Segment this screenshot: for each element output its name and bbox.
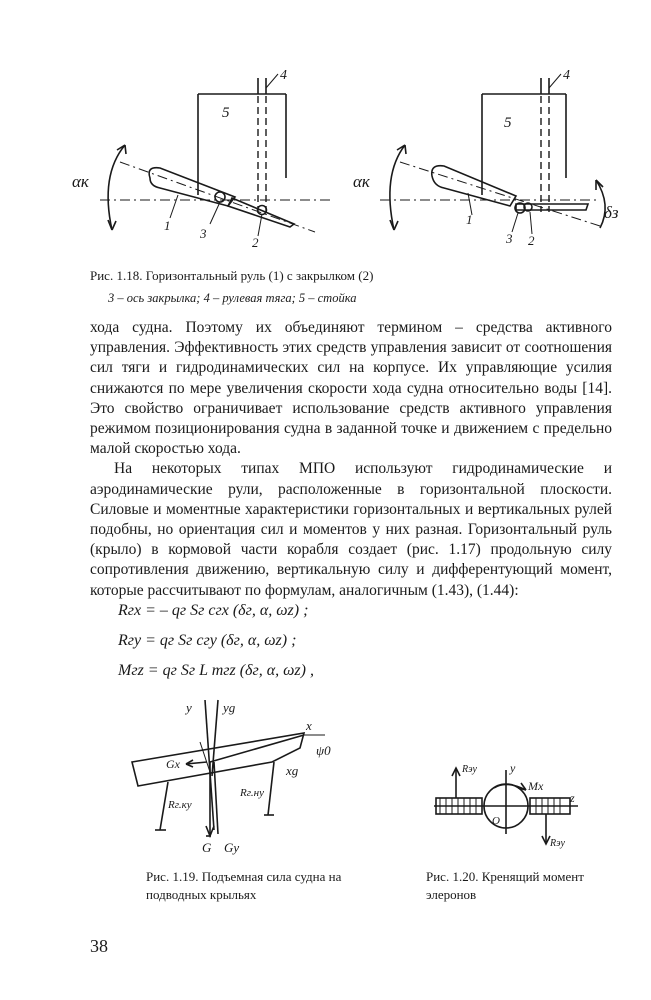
fig19-gy: Gy	[224, 840, 240, 855]
fig18-label-5: 5	[222, 105, 230, 121]
fig18r-label-3: 3	[506, 231, 513, 246]
fig19-yg: yg	[223, 700, 236, 715]
fig19-rgky: Rг.ку	[168, 799, 192, 811]
fig20-mx: Mx	[528, 779, 544, 793]
fig19-rgny: Rг.ну	[240, 787, 264, 799]
fig18r-label-1: 1	[466, 212, 473, 227]
paragraph-1: хода судна. Поэтому их объединяют термином – средства активного управления. Эффективность этих средств управления зависит от соотношения сил тяги и гидродинамических сил на корпусе. Их управляющие усилия снижаются по мере увеличения скорости хода судна относительно воды [14]. Это свойство ограничивает использование средств активного управления режимом позиционирования судна в заданной точке и движением с предельно малой скоростью хода.	[90, 319, 612, 458]
fig18-label-3: 3	[200, 226, 207, 241]
fig20-rey-top: Rэу	[462, 764, 477, 775]
figure-1-20-caption: Рис. 1.20. Кренящий момент элеронов	[426, 869, 584, 902]
fig20-z: z	[570, 791, 575, 805]
fig20-rey-bottom: Rэу	[550, 838, 565, 849]
fig19-g: G	[202, 840, 212, 855]
fig19-psi0: ψ0	[316, 743, 331, 758]
fig18r-label-5: 5	[504, 115, 512, 131]
fig18-label-2: 2	[252, 235, 259, 250]
fig19-y: y	[186, 700, 192, 715]
fig19-x: x	[306, 718, 312, 733]
fig18r-delta-z: δз	[604, 203, 619, 222]
paragraph-2: На некоторых типах МПО используют гидродинамические и аэродинамические рули, расположенные в горизонтальной плоскости. Силовые и моментные характеристики горизонтальных и вертикальных рулей подобны, но ориентация сил и моментов у них разная. Горизонтальный руль (крыло) в кормовой части корабля создает (рис. 1.17) продольную силу сопротивления движению, вертикальную силу и дифферентующий момент, которые рассчитывают по формулам, аналогичным (1.43), (1.44):	[90, 460, 612, 599]
figure-1-19-caption: Рис. 1.19. Подъемная сила судна на подводных крыльях	[146, 869, 342, 902]
formula-rgy: Rгy = qг Sг cгy (δг, α, ωz) ;	[118, 632, 297, 649]
fig20-y: y	[510, 761, 516, 775]
fig18r-alpha-k: αк	[353, 172, 370, 191]
fig18-caption-line1: Рис. 1.18. Горизонтальный руль (1) с закрылком (2)	[90, 268, 374, 283]
fig18-label-1: 1	[164, 218, 171, 233]
fig18-alpha-k-left: αк	[72, 172, 89, 191]
fig18-label-4: 4	[280, 68, 287, 83]
formula-mgz: Mгz = qг Sг L mгz (δг, α, ωz) ,	[118, 662, 314, 679]
fig19-gx: Gx	[166, 757, 180, 771]
fig18r-label-4: 4	[563, 68, 570, 83]
fig18r-label-2: 2	[528, 233, 535, 248]
fig20-o: O	[492, 815, 500, 827]
fig18-caption-line2: 3 – ось закрылка; 4 – рулевая тяга; 5 – стойка	[108, 291, 357, 305]
page-number: 38	[90, 936, 108, 956]
fig19-xg: xg	[286, 763, 299, 778]
formula-rgx: Rгx = – qг Sг cгx (δг, α, ωz) ;	[118, 602, 309, 619]
